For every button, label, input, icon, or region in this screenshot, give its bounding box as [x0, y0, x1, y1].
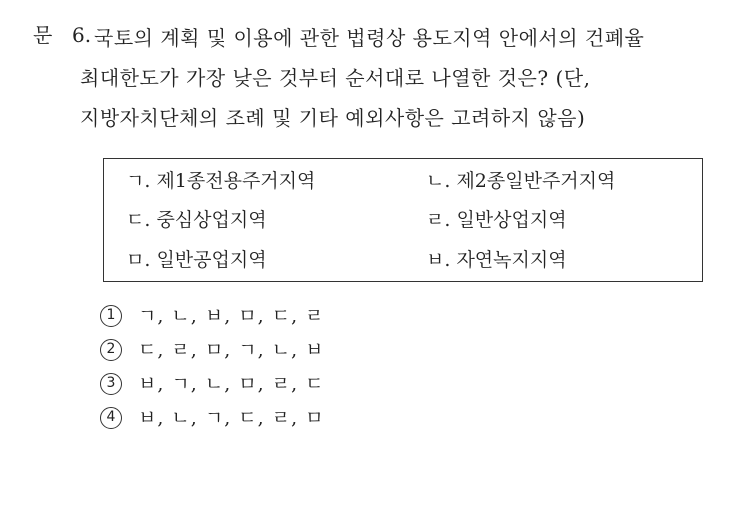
box-item-text: 중심상업지역 — [156, 209, 267, 231]
question-line-3: 지방자치단체의 조례 및 기타 예외사항은 고려하지 않음) — [80, 106, 586, 130]
choice-number-circle: 2 — [100, 339, 122, 361]
choice-text: ㄷ, ㄹ, ㅁ, ㄱ, ㄴ, ㅂ — [138, 339, 325, 361]
box-item-rieul — [426, 207, 567, 233]
box-item-text: 일반상업지역 — [456, 209, 567, 231]
box-item-text: 자연녹지지역 — [456, 249, 567, 271]
box-item-marker: ㄴ. — [426, 170, 451, 192]
question-line-1: 국토의 계획 및 이용에 관한 법령상 용도지역 안에서의 건폐율 — [94, 26, 645, 50]
choice-text: ㅂ, ㄱ, ㄴ, ㅁ, ㄹ, ㄷ — [138, 373, 325, 395]
box-item-marker: ㄷ. — [126, 209, 151, 231]
question-text — [80, 18, 734, 138]
choice-text: ㄱ, ㄴ, ㅂ, ㅁ, ㄷ, ㄹ — [138, 305, 325, 327]
question-number: 6. — [72, 23, 92, 47]
choice-text: ㅂ, ㄴ, ㄱ, ㄷ, ㄹ, ㅁ — [138, 407, 325, 429]
options-box — [103, 158, 703, 282]
choice-number-circle: 4 — [100, 407, 122, 429]
box-item-marker: ㅂ. — [426, 249, 451, 271]
choice-number-circle: 1 — [100, 305, 122, 327]
question-line-2: 최대한도가 가장 낮은 것부터 순서대로 나열한 것은? (단, — [80, 66, 591, 90]
box-item-marker: ㅁ. — [126, 249, 151, 271]
box-item-giyeok — [126, 168, 315, 194]
box-item-marker: ㄹ. — [426, 209, 451, 231]
answer-choice-1[interactable] — [100, 299, 325, 333]
answer-choice-4[interactable] — [100, 401, 325, 435]
box-item-text: 일반공업지역 — [156, 249, 267, 271]
box-item-bieup — [426, 247, 567, 273]
box-item-digeut — [126, 207, 267, 233]
box-item-mieum — [126, 247, 267, 273]
box-item-text: 제1종전용주거지역 — [156, 170, 316, 192]
box-item-text: 제2종일반주거지역 — [456, 170, 616, 192]
box-item-nieun — [426, 168, 615, 194]
choice-number-circle: 3 — [100, 373, 122, 395]
question-label: 문 — [33, 23, 53, 47]
answer-choices — [100, 299, 325, 435]
box-item-marker: ㄱ. — [126, 170, 151, 192]
answer-choice-2[interactable] — [100, 333, 325, 367]
answer-choice-3[interactable] — [100, 367, 325, 401]
